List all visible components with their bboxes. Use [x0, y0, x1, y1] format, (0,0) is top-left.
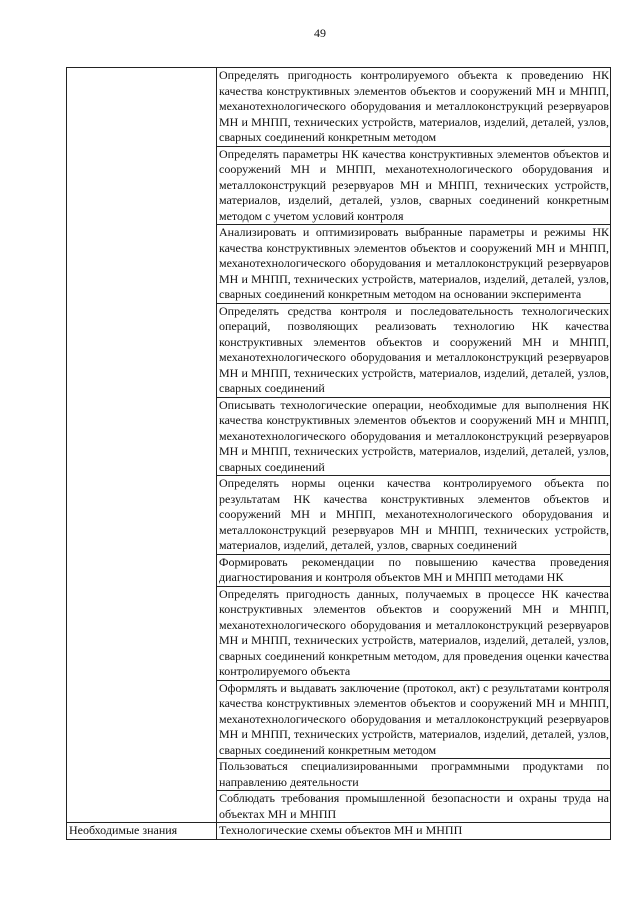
skill-cell: Определять нормы оценки качества контролируемого объекта по результатам НК качества конструктивных элементов объектов и сооружений МН и МНПП, механотехнологического оборудования и металлоконструкций резервуаров МН и МНПП, технических устройств, материалов, изделий, деталей, узлов, сварных соединений: [217, 476, 611, 555]
table-row: [67, 68, 611, 147]
skill-cell: Определять пригодность контролируемого объекта к проведению НК качества конструктивных элементов объектов и сооружений МН и МНПП, механотехнологического оборудования и металлоконструкций резервуаров МН и МНПП, технических устройств, материалов, изделий, деталей, узлов, сварных соединений конкретным методом: [217, 68, 611, 147]
skills-label-cell: [67, 68, 217, 823]
skill-cell: Оформлять и выдавать заключение (протокол, акт) с результатами контроля качества конструктивных элементов объектов и сооружений МН и МНПП, механотехнологического оборудования и металлоконструкций резервуаров МН и МНПП, технических устройств, материалов, изделий, деталей, узлов, сварных соединений конкретным методом: [217, 680, 611, 759]
table-row: [67, 823, 611, 840]
requirements-table: [66, 67, 611, 840]
skill-cell: Определять средства контроля и последовательность технологических операций, позволяющих реализовать технологию НК качества конструктивных элементов объектов и сооружений МН и МНПП, механотехнологического оборудования и металлоконструкций резервуаров МН и МНПП, технических устройств, материалов, изделий, деталей, узлов, сварных соединений: [217, 303, 611, 397]
skill-cell: Соблюдать требования промышленной безопасности и охраны труда на объектах МН и МНПП: [217, 791, 611, 823]
skill-cell: Определять пригодность данных, получаемых в процессе НК качества конструктивных элементов объектов и сооружений МН и МНПП, механотехнологического оборудования и металлоконструкций резервуаров МН и МНПП, технических устройств, материалов, изделий, деталей, узлов, сварных соединений конкретным методом, для проведения оценки качества контролируемого объекта: [217, 586, 611, 680]
knowledge-cell: Технологические схемы объектов МН и МНПП: [217, 823, 611, 840]
page-number: 49: [314, 26, 326, 40]
skill-cell: Формировать рекомендации по повышению качества проведения диагностирования и контроля объектов МН и МНПП методами НК: [217, 554, 611, 586]
skill-cell: Определять параметры НК качества конструктивных элементов объектов и сооружений МН и МНПП, механотехнологического оборудования и металлоконструкций резервуаров МН и МНПП, технических устройств, материалов, изделий, деталей, узлов, сварных соединений конкретным методом с учетом условий контроля: [217, 146, 611, 225]
skill-cell: Пользоваться специализированными программными продуктами по направлению деятельности: [217, 759, 611, 791]
skill-cell: Описывать технологические операции, необходимые для выполнения НК качества конструктивных элементов объектов и сооружений МН и МНПП, механотехнологического оборудования и металлоконструкций резервуаров МН и МНПП, технических устройств, материалов, изделий, деталей, узлов, сварных соединений: [217, 397, 611, 476]
knowledge-label: Необходимые знания: [67, 823, 217, 840]
skill-cell: Анализировать и оптимизировать выбранные параметры и режимы НК качества конструктивных элементов объектов и сооружений МН и МНПП, механотехнологического оборудования и металлоконструкций резервуаров МН и МНПП, технических устройств, материалов, изделий, деталей, узлов, сварных соединений конкретным методом на основании эксперимента: [217, 225, 611, 304]
